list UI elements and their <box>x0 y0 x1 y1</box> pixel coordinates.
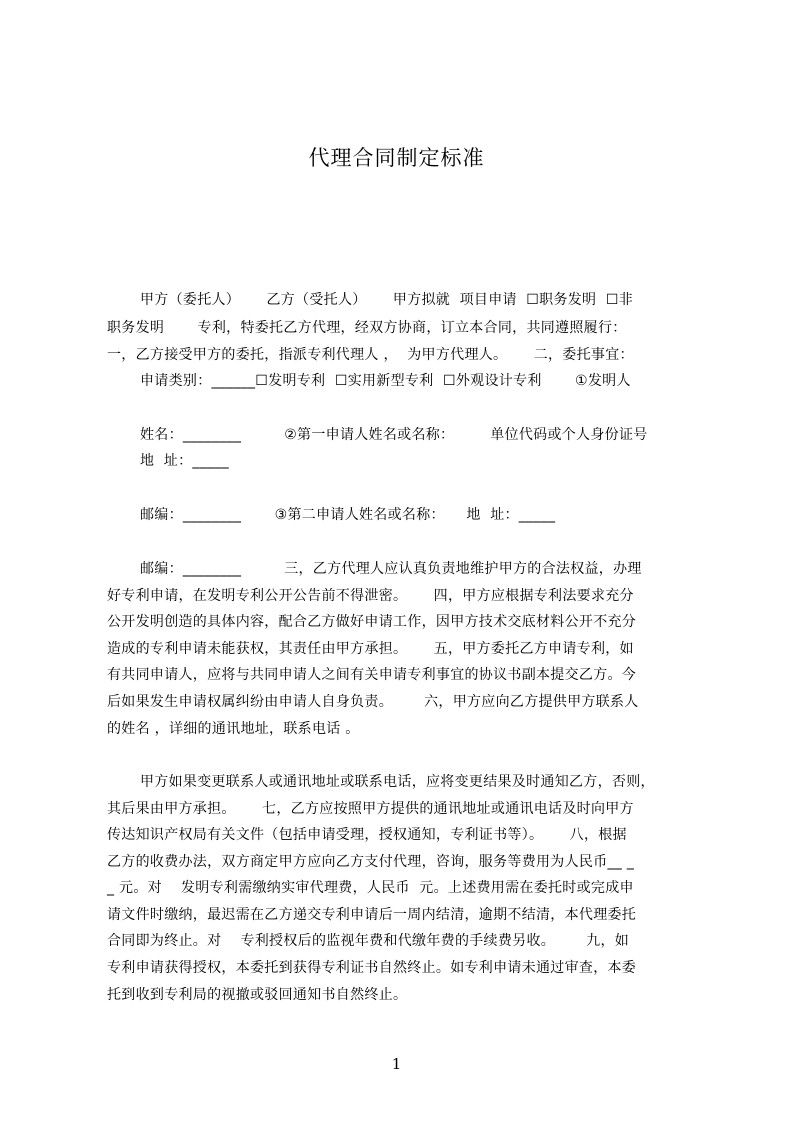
paragraph-line: _ 元。对 发明专利需缴纳实审代理费，人民币 元。上述费用需在委托时或完成申 <box>107 880 634 896</box>
paragraph-line: 传达知识产权局有关文件（包括申请受理，授权通知，专利证书等）。 八，根据 <box>107 827 627 843</box>
paragraph-line: 姓名：________ ②第一申请人姓名或名称： 单位代码或个人身份证号 <box>140 427 648 443</box>
page-number: 1 <box>391 1055 402 1073</box>
paragraph-line: 乙方的收费办法，双方商定甲方应向乙方支付代理，咨询，服务等费用为人民币__ _ <box>107 854 635 870</box>
paragraph-line: 其后果由甲方承担。 七，乙方应按照甲方提供的通讯地址或通讯电话及时向甲方 <box>107 801 634 817</box>
paragraph-line: 甲方（委托人） 乙方（受托人） 甲方拟就 项目申请 ☐职务发明 ☐非 <box>140 292 634 308</box>
paragraph-line: 托到收到专利局的视撤或驳回通知书自然终止。 <box>107 987 408 1003</box>
paragraph-line: 合同即为终止。对 专利授权后的监视年费和代缴年费的手续费另收。 九，如 <box>107 933 630 949</box>
paragraph-line: 一，乙方接受甲方的委托，指派专利代理人 ， 为甲方代理人。 二，委托事宜： <box>107 347 634 363</box>
paragraph-line: 专利申请获得授权，本委托到获得专利证书自然终止。如专利申请未通过审查，本委 <box>107 960 637 976</box>
paragraph-line: 职务发明 专利，特委托乙方代理，经双方协商，订立本合同，共同遵照履行： <box>107 320 627 336</box>
paragraph-line: 地 址：_____ <box>140 453 229 469</box>
paragraph-line: 的姓名 ，详细的通讯地址，联系电话 。 <box>107 721 360 737</box>
paragraph-line: 邮编：________ 三，乙方代理人应认真负责地维护甲方的合法权益，办理 <box>140 561 642 577</box>
document-title: 代理合同制定标准 <box>308 146 485 170</box>
paragraph-line: 造成的专利申请未能获权，其责任由甲方承担。 五，甲方委托乙方申请专利，如 <box>107 641 634 657</box>
paragraph-line: 好专利申请，在发明专利公开公告前不得泄密。 四，甲方应根据专利法要求充分 <box>107 588 634 604</box>
paragraph-line: 邮编：________ ③第二申请人姓名或名称： 地 址：_____ <box>140 507 556 523</box>
paragraph-line: 后如果发生申请权属纠纷由申请人自身负责。 六，甲方应向乙方提供甲方联系人 <box>107 694 639 710</box>
paragraph-line: 有共同申请人，应将与共同申请人之间有关申请专利事宜的协议书副本提交乙方。今 <box>107 667 637 683</box>
paragraph-line: 申请类别：______☐发明专利 ☐实用新型专利 ☐外观设计专利 ①发明人 <box>140 373 631 389</box>
paragraph-line: 甲方如果变更联系人或通讯地址或联系电话，应将变更结果及时通知乙方，否则， <box>140 774 655 790</box>
paragraph-line: 请文件时缴纳，最迟需在乙方递交专利申请后一周内结清，逾期不结清，本代理委托 <box>107 907 637 923</box>
paragraph-line: 公开发明创造的具体内容，配合乙方做好申请工作，因甲方技术交底材料公开不充分 <box>107 614 637 630</box>
